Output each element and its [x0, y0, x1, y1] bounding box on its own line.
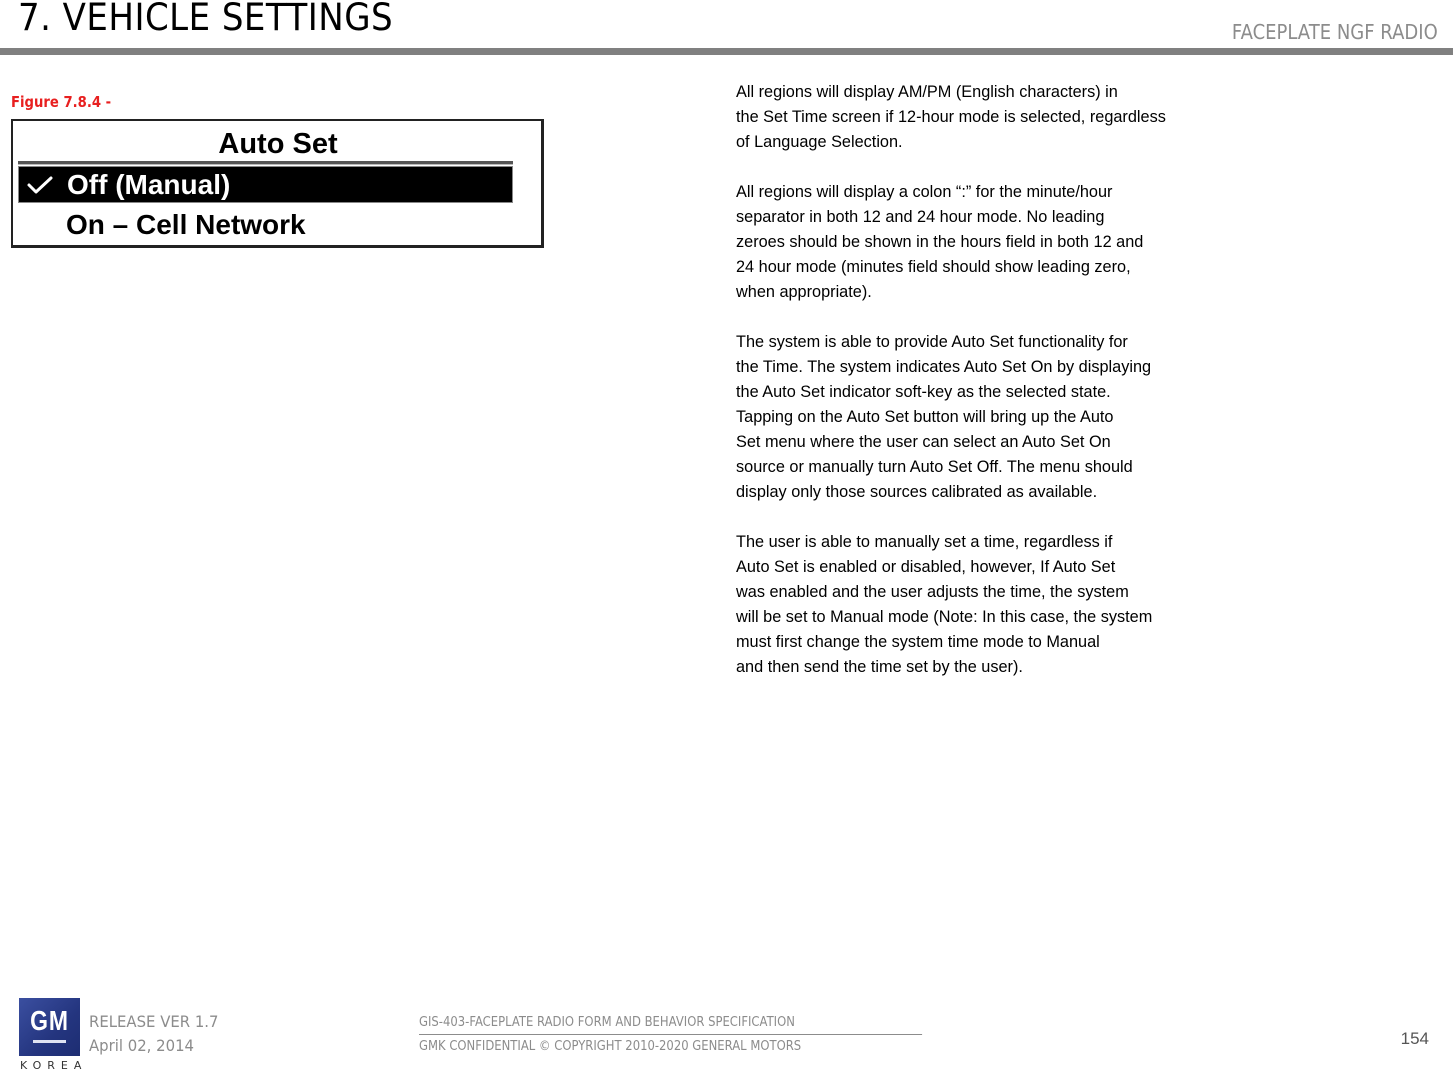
release-info [89, 1010, 219, 1058]
text-line: display only those sources calibrated as available. [736, 483, 1098, 501]
release-date: April 02, 2014 [89, 1036, 195, 1055]
text-line: the Auto Set indicator soft-key as the selected state. [736, 383, 1111, 401]
text-line: and then send the time set by the user). [736, 658, 1023, 676]
paragraph-ampm [736, 80, 1256, 155]
paragraph-auto-set [736, 330, 1256, 505]
text-line: Tapping on the Auto Set button will bring up the Auto [736, 408, 1114, 426]
menu-item-label: Off (Manual) [67, 169, 231, 200]
text-line: 24 hour mode (minutes field should show leading zero, [736, 258, 1131, 276]
header-divider [0, 48, 1453, 55]
text-line: was enabled and the user adjusts the time, the system [736, 583, 1129, 601]
spec-title: GIS-403-FACEPLATE RADIO FORM AND BEHAVIOR SPECIFICATION [419, 1013, 922, 1035]
menu-title: Auto Set [218, 128, 338, 160]
logo-subtext: KOREA [20, 1059, 88, 1072]
gm-logo-mark [19, 998, 80, 1056]
text-line: will be set to Manual mode (Note: In this case, the system [736, 608, 1153, 626]
checkmark-icon [26, 175, 54, 195]
menu-title-divider [18, 161, 513, 165]
text-line: The system is able to provide Auto Set functionality for [736, 333, 1128, 351]
paragraph-colon-separator [736, 180, 1256, 305]
text-line: the Time. The system indicates Auto Set On by displaying [736, 358, 1152, 376]
paragraph-manual-set [736, 530, 1256, 680]
confidential-notice: GMK CONFIDENTIAL © COPYRIGHT 2010-2020 GENERAL MOTORS [419, 1038, 802, 1054]
gm-korea-logo [19, 998, 88, 1073]
text-line: All regions will display AM/PM (English characters) in [736, 83, 1118, 101]
text-line: zeroes should be shown in the hours field in both 12 and [736, 233, 1144, 251]
text-line: must first change the system time mode to Manual [736, 633, 1100, 651]
release-version: RELEASE VER 1.7 [89, 1012, 219, 1031]
menu-item-off-manual[interactable] [18, 166, 513, 203]
document-title: FACEPLATE NGF RADIO [1232, 20, 1438, 44]
text-line: Auto Set is enabled or disabled, however, If Auto Set [736, 558, 1116, 576]
page-number: 154 [1400, 1029, 1429, 1048]
spec-footer [419, 1013, 922, 1056]
text-line: The user is able to manually set a time, regardless if [736, 533, 1113, 551]
figure-caption: Figure 7.8.4 - [11, 93, 112, 111]
logo-underline [33, 1040, 66, 1043]
text-line: of Language Selection. [736, 133, 903, 151]
text-line: the Set Time screen if 12-hour mode is selected, regardless [736, 108, 1166, 126]
text-line: when appropriate). [736, 283, 872, 301]
menu-item-label: On – Cell Network [66, 209, 306, 240]
auto-set-menu [11, 119, 544, 248]
text-line: source or manually turn Auto Set Off. The menu should [736, 458, 1133, 476]
section-title: 7. VEHICLE SETTINGS [18, 0, 394, 39]
menu-item-on-cell-network[interactable] [18, 206, 513, 243]
text-line: separator in both 12 and 24 hour mode. No leading [736, 208, 1105, 226]
text-line: All regions will display a colon “:” for the minute/hour [736, 183, 1113, 201]
specification-text [736, 80, 1256, 705]
logo-text: GM [30, 1005, 69, 1036]
text-line: Set menu where the user can select an Auto Set On [736, 433, 1111, 451]
